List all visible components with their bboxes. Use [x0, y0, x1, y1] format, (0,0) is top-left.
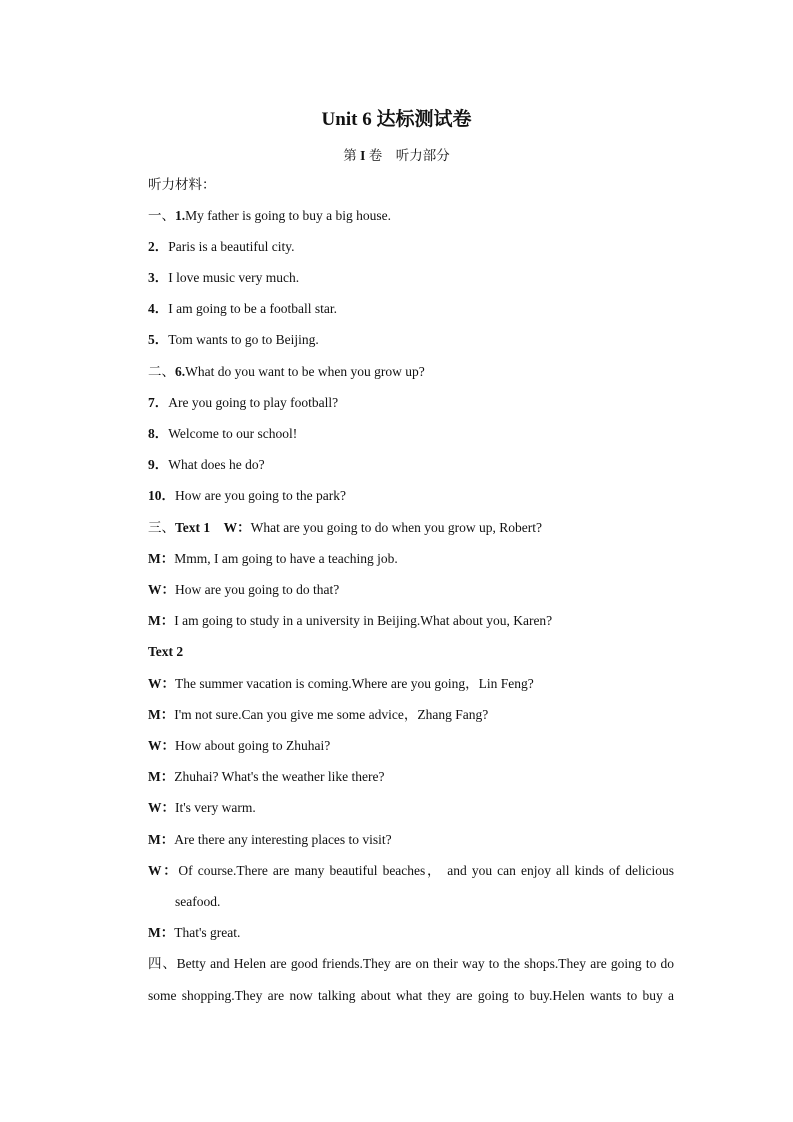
text1-label: Text 1	[175, 520, 211, 535]
dialogue-text: Mmm, I am going to have a teaching job.	[174, 551, 398, 566]
part3-text1-line-1	[148, 519, 542, 537]
part3-text2-line-8	[148, 924, 240, 942]
item-number: 5．	[148, 332, 169, 347]
part3-text2-line-2	[148, 706, 488, 724]
part2-marker: 二、	[148, 364, 175, 379]
part4-marker: 四、	[148, 956, 177, 971]
dialogue-text: That's great.	[174, 925, 241, 940]
part3-marker: 三、	[148, 520, 175, 535]
part4-line-1	[148, 955, 674, 973]
dialogue-text: I am going to study in a university in Beijing.What about you, Karen?	[174, 613, 553, 628]
speaker-label: M：	[148, 832, 175, 847]
part3-text2-line-4	[148, 768, 384, 786]
part2-item-7	[148, 394, 338, 412]
item-number: 6.	[175, 364, 186, 379]
item-text: Tom wants to go to Beijing.	[168, 332, 319, 347]
item-text: I am going to be a football star.	[168, 301, 337, 316]
dialogue-text: seafood.	[175, 894, 221, 909]
passage-text: some shopping.They are now talking about what they are going to buy.Helen wants to buy a	[148, 988, 674, 1003]
section-subtitle	[0, 144, 793, 164]
speaker-label: W：	[148, 800, 175, 815]
item-number: 9．	[148, 457, 169, 472]
item-text: Welcome to our school!	[168, 426, 298, 441]
dialogue-text: How about going to Zhuhai?	[175, 738, 331, 753]
part2-item-8	[148, 425, 297, 443]
speaker-label: M：	[148, 707, 175, 722]
item-number: 10．	[148, 488, 175, 503]
item-text: What do you want to be when you grow up?	[185, 364, 425, 379]
part3-text1-line-4	[148, 612, 552, 630]
subtitle-volume-number: I	[360, 148, 366, 163]
item-text: What does he do?	[168, 457, 265, 472]
part3-text2-line-6	[148, 831, 392, 849]
item-text: How are you going to the park?	[175, 488, 346, 503]
part1-item-4	[148, 300, 337, 318]
subtitle-suffix: 卷 听力部分	[365, 148, 450, 163]
speaker-label: W：	[148, 676, 175, 691]
speaker-label: W：	[223, 520, 251, 535]
item-text: Are you going to play football?	[168, 395, 339, 410]
part3-text2-line-5	[148, 799, 256, 817]
part3-text2-line-7	[148, 862, 674, 880]
part2-item-10	[148, 487, 346, 505]
part2-item-6	[148, 363, 425, 381]
part4-line-2	[148, 987, 674, 1005]
document-title: Unit 6 达标测试卷	[321, 109, 472, 130]
part3-text2-line-3	[148, 737, 330, 755]
item-text: Paris is a beautiful city.	[168, 239, 295, 254]
item-number: 8．	[148, 426, 169, 441]
dialogue-text: It's very warm.	[175, 800, 256, 815]
item-number: 3．	[148, 270, 169, 285]
part1-item-1	[148, 207, 391, 225]
dialogue-text: How are you going to do that?	[175, 582, 340, 597]
part1-marker: 一、	[148, 208, 175, 223]
speaker-label: M：	[148, 769, 175, 784]
item-number: 1.	[175, 208, 186, 223]
item-number: 4．	[148, 301, 169, 316]
part1-item-2	[148, 238, 294, 256]
dialogue-text: The summer vacation is coming.Where are you going，Lin Feng?	[175, 676, 534, 691]
dialogue-text: Of course.There are many beautiful beaches， and you can enjoy all kinds of delicious	[178, 863, 674, 878]
part3-text2-line-1	[148, 675, 534, 693]
speaker-label: W：	[148, 863, 179, 878]
item-number: 2．	[148, 239, 169, 254]
speaker-label: W：	[148, 582, 175, 597]
dialogue-text: I'm not sure.Can you give me some advice，Zhang Fang?	[174, 707, 489, 722]
part1-item-3	[148, 269, 299, 287]
part3-text2-line-7-cont	[175, 893, 220, 911]
item-text: I love music very much.	[168, 270, 300, 285]
part3-text1-line-2	[148, 550, 398, 568]
part2-item-9	[148, 456, 265, 474]
text2-label: Text 2	[148, 644, 184, 659]
dialogue-text: Are there any interesting places to visit?	[174, 832, 392, 847]
subtitle-prefix: 第	[343, 148, 361, 163]
speaker-label: M：	[148, 613, 175, 628]
part3-text1-line-3	[148, 581, 339, 599]
dialogue-text: What are you going to do when you grow up, Robert?	[250, 520, 542, 535]
speaker-label: M：	[148, 551, 175, 566]
part1-item-5	[148, 331, 319, 349]
passage-text: Betty and Helen are good friends.They are on their way to the shops.They are going to do	[176, 956, 675, 971]
speaker-label: W：	[148, 738, 175, 753]
item-number: 7．	[148, 395, 169, 410]
listening-material-heading: 听力材料：	[148, 177, 216, 192]
speaker-label: M：	[148, 925, 175, 940]
dialogue-text: Zhuhai? What's the weather like there?	[174, 769, 385, 784]
item-text: My father is going to buy a big house.	[185, 208, 391, 223]
